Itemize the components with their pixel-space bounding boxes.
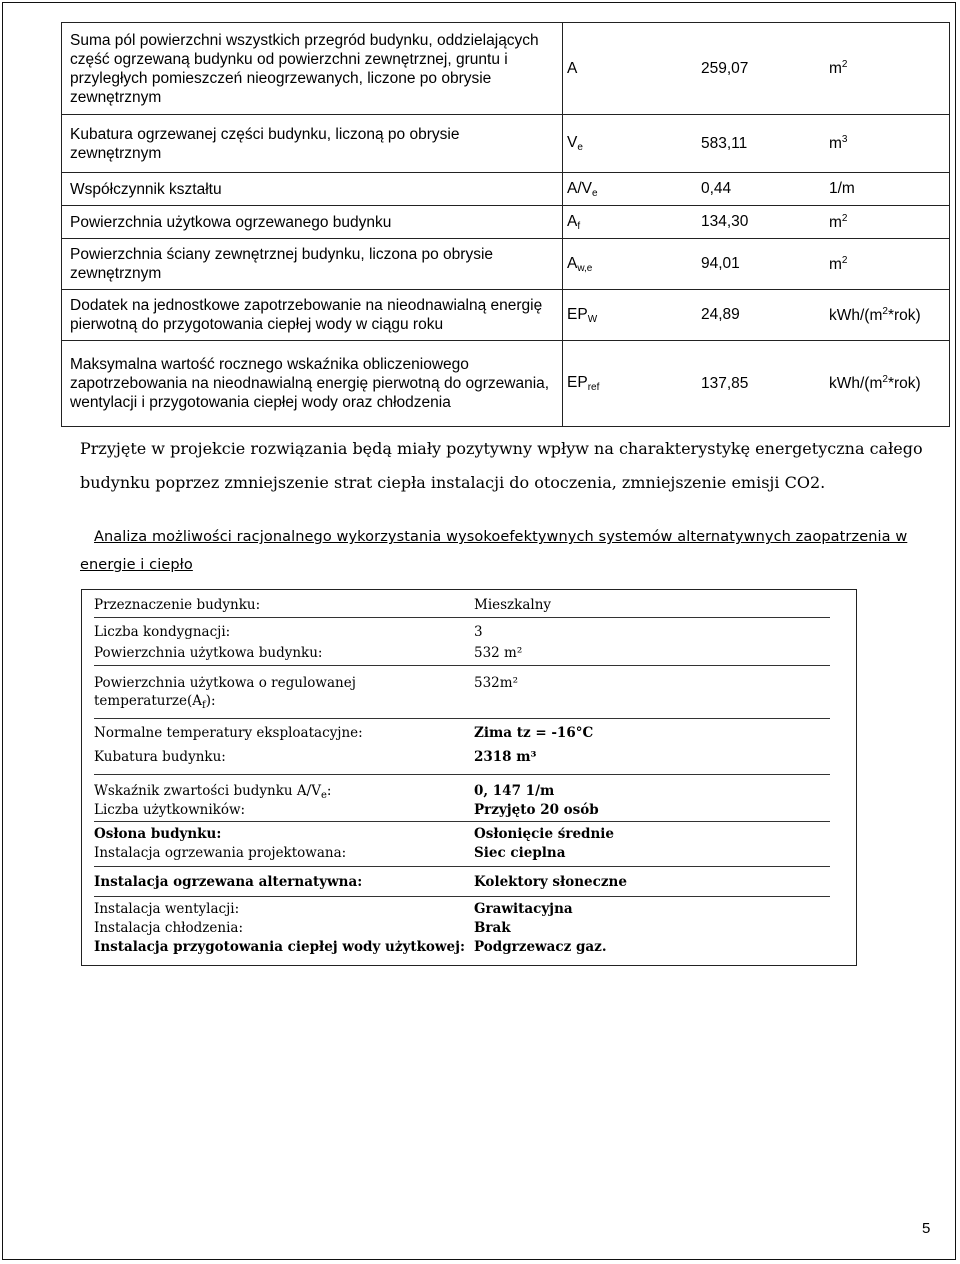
summary-key: Liczba użytkowników: [94,802,246,818]
summary-key: Instalacja przygotowania ciepłej wody użytkowej: [94,939,465,955]
summary-value: 532 m² [474,645,523,661]
summary-row [94,674,834,715]
divider [94,866,830,867]
summary-key: Liczba kondygnacji: [94,624,231,640]
divider [94,665,830,666]
table-row [62,239,950,290]
divider [94,821,830,822]
param-label: Maksymalna wartość rocznego wskaźnika obliczeniowego zapotrzebowania na nieodnawialną energię pierwotną do ogrzewania, wentylacji i przygotowania ciepłej wody oraz chłodzenia [62,341,563,427]
table-row [62,173,950,206]
summary-row [94,623,834,641]
summary-value: 2318 m³ [474,749,537,765]
param-values [563,23,950,115]
summary-key: Instalacja chłodzenia: [94,920,243,936]
param-unit: kWh/$(m^2*rok)$ [829,305,921,324]
param-value: 259,07 [701,59,749,77]
param-unit: $m^2$ [829,212,848,231]
summary-value: Osłonięcie średnie [474,826,615,842]
table-row [62,23,950,115]
summary-row [94,748,834,766]
summary-value: Kolektory słoneczne [474,874,627,890]
summary-key: Powierzchnia użytkowa budynku: [94,645,323,661]
summary-row [94,801,834,819]
param-unit: $m^3$ [829,134,848,152]
table-row [62,115,950,173]
divider [94,774,830,775]
summary-value: 0, 147 1/m [474,783,555,799]
table-row [62,290,950,341]
summary-key: Instalacja ogrzewania projektowana: [94,845,347,861]
param-label: Suma pól powierzchni wszystkich przegród budynku, oddzielających część ogrzewaną budynku od powierzchni zewnętrznej, gruntu i przyległych pomieszczeń nieogrzewanych, liczone po obrysie zewnętrznym [62,23,563,115]
param-value: 94,01 [701,255,740,272]
summary-key: Kubatura budynku: [94,749,226,765]
summary-value: Przyjęto 20 osób [474,802,599,818]
param-value: 24,89 [701,306,740,323]
summary-row [94,596,834,614]
param-unit: 1/m [829,180,855,197]
param-label: Współczynnik kształtu [62,173,563,206]
divider [94,896,830,897]
summary-key: Osłona budynku: [94,826,222,842]
table-row [62,341,950,427]
page-number: 5 [922,1220,931,1237]
param-values [563,341,950,427]
table-row [62,206,950,239]
summary-key: Powierzchnia użytkowa o regulowanej $temperaturze(A_f)$: [94,675,356,711]
param-unit: $m^2$ [829,254,848,273]
divider [94,718,830,719]
param-label: Kubatura ogrzewanej części budynku, liczoną po obrysie zewnętrznym [62,115,563,173]
summary-value: Brak [474,920,511,936]
summary-value: Mieszkalny [474,597,552,613]
summary-value: Podgrzewacz gaz. [474,939,607,955]
summary-key: Wskaźnik zwartości budynku $A/V_e$: [94,783,332,801]
param-value: 0,44 [701,180,732,197]
summary-key: Przeznaczenie budynku: [94,597,261,613]
param-symbol: $A_f$ [567,212,581,232]
param-unit: $m^2$ [829,59,848,77]
energy-parameters-table [61,22,950,427]
param-value: 583,11 [701,134,748,152]
param-symbol: $A_{w,e}$ [567,254,593,274]
summary-key: Normalne temperatury eksploatacyjne: [94,725,363,741]
summary-row [94,644,834,662]
summary-value: 3 [474,624,483,640]
impact-paragraph: Przyjęte w projekcie rozwiązania będą miały pozytywny wpływ na charakterystykę energetyczna całego budynku poprzez zmniejszenie strat ciepła instalacji do otoczenia, zmniejszenie emisji CO2. [80,439,923,492]
summary-value: 532m² [474,675,518,691]
summary-key: Instalacja ogrzewana alternatywna: [94,874,363,890]
summary-row [94,724,834,742]
summary-value: Siec cieplna [474,845,566,861]
param-symbol: $A/V_e$ [567,179,598,199]
summary-row [94,873,834,891]
param-values [563,239,950,290]
param-values [563,173,950,206]
summary-row [94,825,834,843]
summary-row [94,938,834,956]
param-symbol: $EP_{ref}$ [567,374,600,393]
param-label: Powierzchnia użytkowa ogrzewanego budynku [62,206,563,239]
summary-key: Instalacja wentylacji: [94,901,240,917]
summary-row [94,844,834,862]
summary-row [94,900,834,918]
param-label: Dodatek na jednostkowe zapotrzebowanie na nieodnawialną energię pierwotną do przygotowania ciepłej wody w ciągu roku [62,290,563,341]
param-unit: kWh/$(m^2*rok)$ [829,374,921,392]
param-values [563,206,950,239]
summary-row [94,919,834,937]
summary-value: Grawitacyjna [474,901,573,917]
summary-value: Zima tz = -16°C [474,725,594,741]
param-label: Powierzchnia ściany zewnętrznej budynku, liczona po obrysie zewnętrznym [62,239,563,290]
param-values [563,115,950,173]
param-symbol: $V_e$ [567,134,583,153]
section-heading: Analiza możliwości racjonalnego wykorzystania wysokoefektywnych systemów alternatywnych zaopatrzenia w energie i ciepło [80,529,908,573]
param-value: 137,85 [701,374,749,392]
param-values [563,290,950,341]
param-value: 134,30 [701,213,749,230]
building-summary-box [81,589,857,966]
divider [94,617,830,618]
param-symbol: $EP_W$ [567,305,598,325]
param-symbol: A [567,59,578,77]
